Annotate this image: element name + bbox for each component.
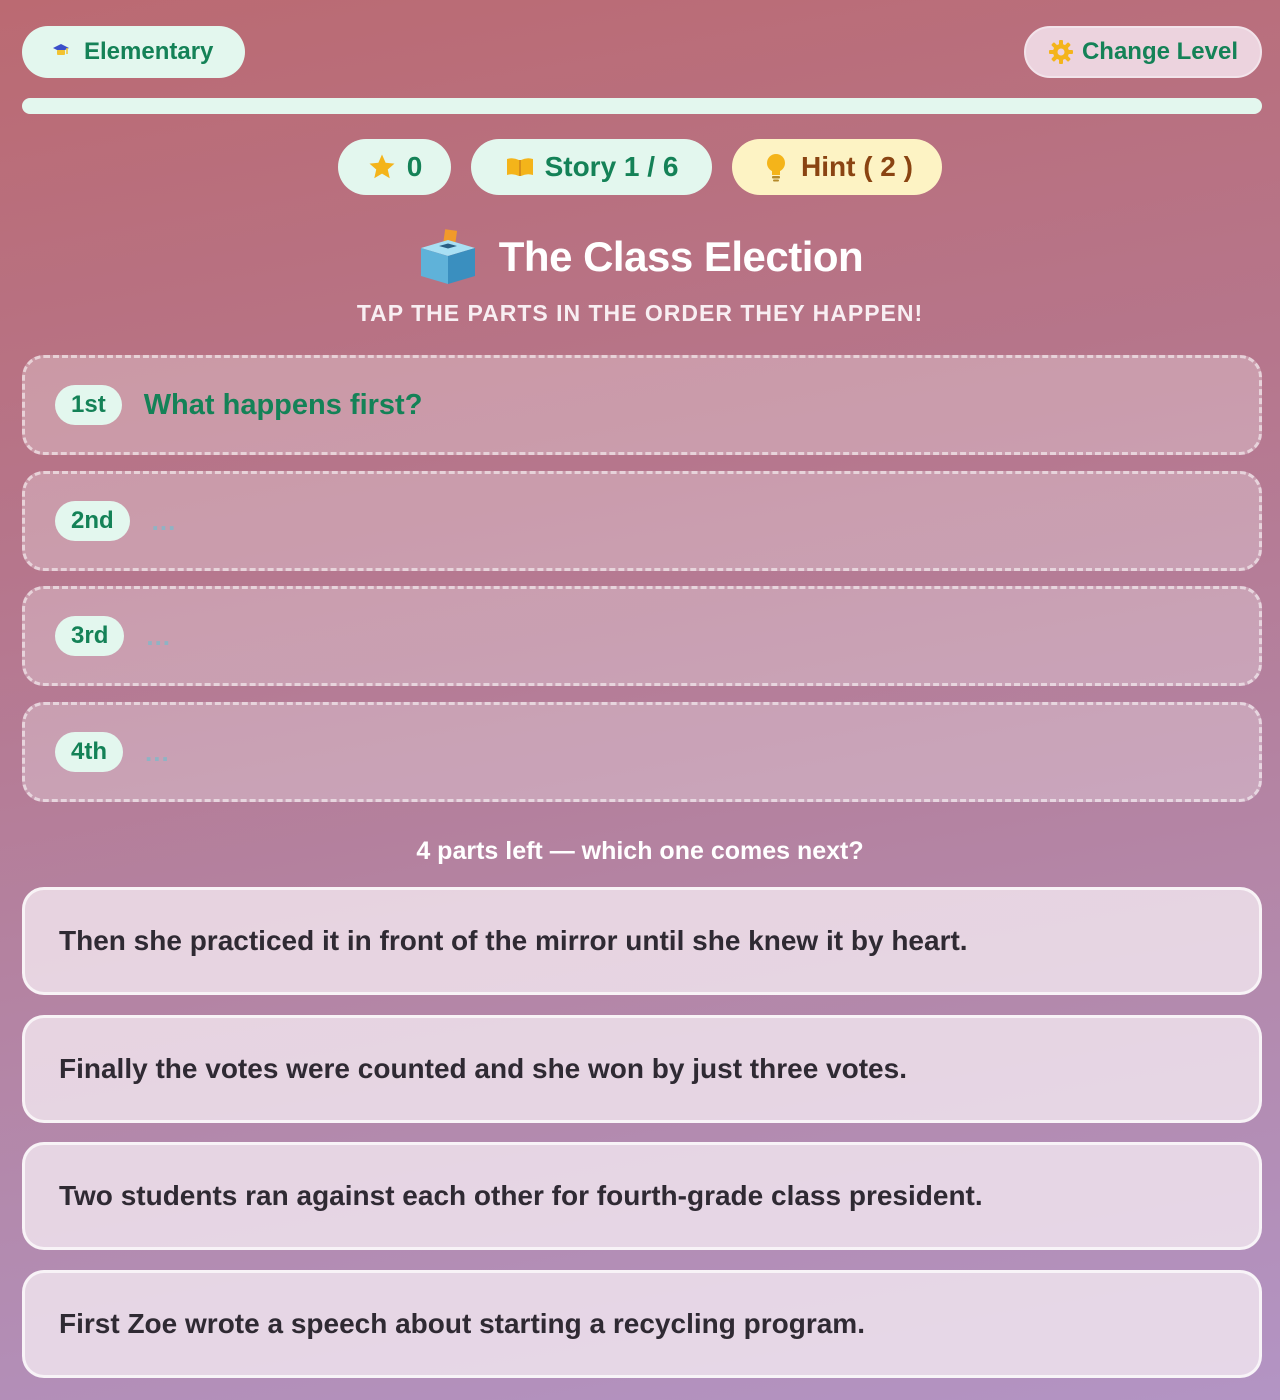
choice-card[interactable]: Two students ran against each other for fourth-grade class president. bbox=[22, 1142, 1262, 1250]
answer-slot-1[interactable] bbox=[22, 355, 1262, 455]
level-badge bbox=[22, 26, 245, 78]
slot-prompt: What happens first? bbox=[143, 388, 423, 421]
change-level-button[interactable] bbox=[1024, 26, 1262, 78]
instructions: TAP THE PARTS IN THE ORDER THEY HAPPEN! bbox=[356, 300, 924, 326]
star-icon bbox=[367, 152, 397, 182]
story-title: The Class Election bbox=[498, 233, 864, 280]
lightbulb-icon bbox=[761, 152, 791, 182]
change-level-label: Change Level bbox=[1081, 38, 1239, 65]
story-counter-label: Story 1 / 6 bbox=[544, 151, 679, 182]
score-badge bbox=[338, 139, 451, 195]
slot-placeholder: ... bbox=[145, 736, 170, 767]
slot-placeholder: ... bbox=[151, 505, 177, 536]
choice-card[interactable]: Then she practiced it in front of the mirror until she knew it by heart. bbox=[22, 887, 1262, 995]
story-counter bbox=[471, 139, 712, 195]
gear-icon bbox=[1048, 39, 1074, 65]
level-label: Elementary bbox=[84, 38, 214, 65]
remaining-parts-text: 4 parts left — which one comes next? bbox=[416, 837, 864, 865]
choice-card[interactable]: Finally the votes were counted and she won by just three votes. bbox=[22, 1015, 1262, 1123]
slot-placeholder: ... bbox=[146, 620, 172, 651]
score-value: 0 bbox=[406, 151, 423, 182]
story-header bbox=[0, 226, 1280, 288]
slot-ordinal: 2nd bbox=[55, 501, 130, 541]
open-book-icon bbox=[505, 152, 535, 182]
hint-button[interactable] bbox=[732, 139, 942, 195]
graduation-cap-icon bbox=[50, 41, 72, 63]
answer-slot-4[interactable] bbox=[22, 702, 1262, 802]
answer-slot-3[interactable] bbox=[22, 586, 1262, 686]
slot-ordinal: 3rd bbox=[55, 616, 124, 656]
hint-label: Hint ( 2 ) bbox=[801, 151, 913, 182]
stats-row bbox=[0, 139, 1280, 195]
slot-ordinal: 1st bbox=[55, 385, 122, 425]
choice-card[interactable]: First Zoe wrote a speech about starting a recycling program. bbox=[22, 1270, 1262, 1378]
answer-slot-2[interactable] bbox=[22, 471, 1262, 571]
slot-ordinal: 4th bbox=[55, 732, 123, 772]
ballot-box-icon bbox=[417, 226, 479, 288]
progress-bar bbox=[22, 98, 1262, 114]
